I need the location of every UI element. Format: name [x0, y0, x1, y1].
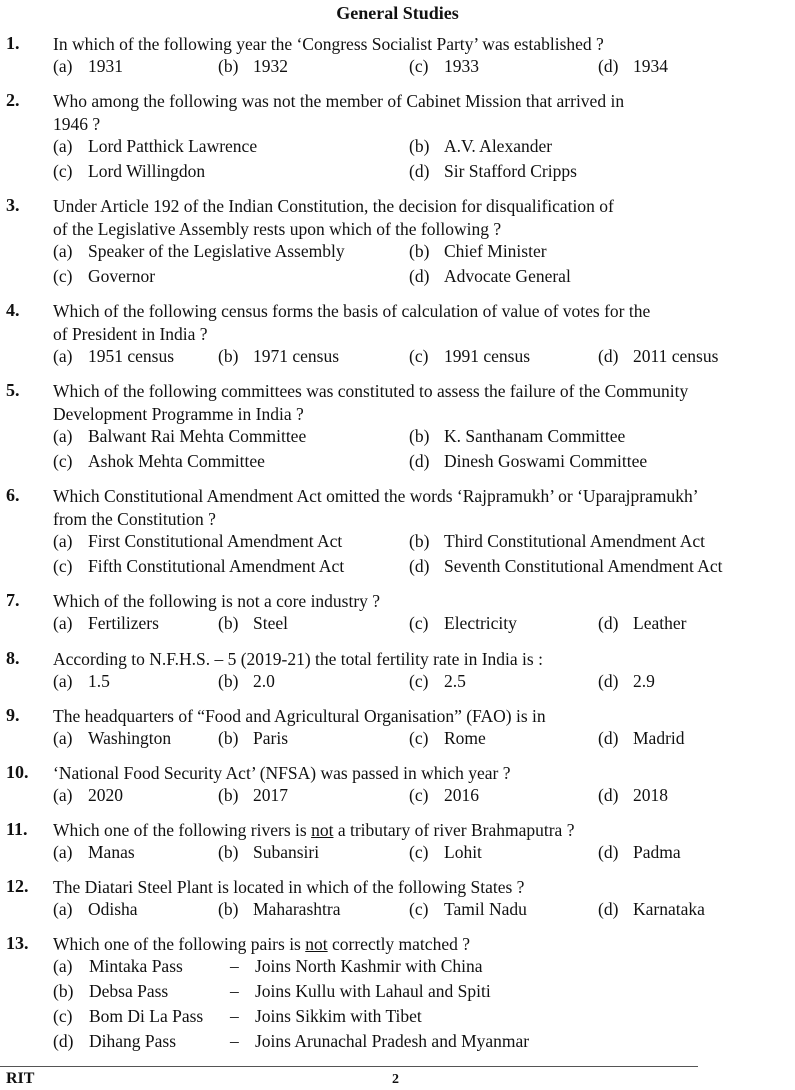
question-text: In which of the following year the ‘Congress Socialist Party’ was established ? [53, 34, 604, 54]
pass-name: Debsa Pass [89, 981, 169, 1001]
option-row [0, 785, 698, 810]
question [0, 933, 698, 1056]
option-label: (c) [53, 451, 73, 471]
question-number: 13. [6, 933, 29, 953]
answer-option[interactable] [218, 899, 340, 920]
answer-option[interactable] [598, 899, 705, 920]
option-row [0, 56, 698, 81]
answer-option[interactable] [409, 161, 577, 182]
answer-option[interactable] [409, 728, 486, 749]
question-number: 11. [6, 819, 28, 839]
question-number: 4. [6, 300, 20, 320]
section-title: General Studies [336, 3, 459, 23]
question-number: 7. [6, 590, 20, 610]
option-label: (b) [218, 56, 239, 76]
option-label: (a) [53, 56, 73, 76]
option-text: 2.9 [633, 671, 655, 691]
question [0, 300, 719, 371]
answer-option[interactable] [598, 728, 685, 749]
option-label: (d) [598, 728, 619, 748]
question-text [53, 819, 698, 842]
answer-option[interactable] [598, 613, 686, 634]
answer-option[interactable] [53, 531, 342, 552]
answer-option[interactable] [409, 241, 547, 262]
question-text-part: Which one of the following rivers is [53, 820, 312, 840]
question [0, 590, 698, 638]
question [0, 195, 698, 291]
question-text: According to N.F.H.S. – 5 (2019-21) the total fertility rate in India is : [53, 649, 543, 669]
option-text: Maharashtra [253, 899, 341, 919]
question-text [53, 933, 698, 956]
option-label: (d) [598, 346, 619, 366]
answer-option[interactable] [598, 671, 655, 692]
option-text: Seventh Constitutional Amendment Act [444, 556, 723, 576]
dash-separator: – [230, 1031, 239, 1051]
page-number: 2 [392, 1072, 399, 1087]
option-label: (b) [409, 531, 430, 551]
option-label: (d) [598, 842, 619, 862]
question-text: 1946 ? [53, 114, 101, 134]
option-text: First Constitutional Amendment Act [88, 531, 343, 551]
answer-option[interactable] [218, 56, 288, 77]
answer-option[interactable] [409, 899, 527, 920]
answer-option[interactable] [53, 161, 205, 182]
option-label: (c) [409, 613, 429, 633]
option-text: Padma [633, 842, 681, 862]
answer-option[interactable] [53, 899, 138, 920]
question-text: ‘National Food Security Act’ (NFSA) was passed in which year ? [53, 763, 511, 783]
question-text: The Diatari Steel Plant is located in which of the following States ? [53, 877, 525, 897]
option-text: 2017 [253, 785, 288, 805]
answer-option[interactable] [409, 426, 625, 447]
question [0, 380, 698, 476]
option-label: (a) [53, 426, 73, 446]
answer-option[interactable] [53, 266, 155, 287]
answer-option[interactable] [218, 613, 288, 634]
option-text: Manas [88, 842, 135, 862]
option-text: 1931 [88, 56, 123, 76]
option-label: (a) [53, 531, 73, 551]
option-text: 2018 [633, 785, 668, 805]
question [0, 33, 698, 81]
dash-separator: – [230, 956, 239, 976]
answer-option[interactable] [409, 346, 530, 367]
option-text: 2011 census [633, 346, 719, 366]
option-label: (b) [218, 899, 239, 919]
question-number: 10. [6, 762, 29, 782]
question-text: The headquarters of “Food and Agricultural Organisation” (FAO) is in [53, 706, 546, 726]
option-text: Rome [444, 728, 486, 748]
option-label: (c) [409, 671, 429, 691]
pass-description: Joins Sikkim with Tibet [255, 1006, 422, 1026]
answer-option[interactable] [53, 613, 159, 634]
option-text: Tamil Nadu [444, 899, 527, 919]
option-text: A.V. Alexander [444, 136, 553, 156]
option-text: Paris [253, 728, 288, 748]
pass-description: Joins North Kashmir with China [255, 956, 483, 976]
answer-option[interactable] [409, 136, 552, 157]
pass-name: Mintaka Pass [89, 956, 183, 976]
option-row [0, 136, 698, 161]
question-text: from the Constitution ? [53, 509, 216, 529]
pair-option[interactable] [0, 956, 698, 981]
answer-option[interactable] [218, 671, 275, 692]
answer-option[interactable] [53, 842, 135, 863]
option-row [0, 451, 698, 476]
option-label: (a) [53, 613, 73, 633]
option-label: (b) [409, 136, 430, 156]
answer-option[interactable] [598, 842, 681, 863]
option-text: Dinesh Goswami Committee [444, 451, 648, 471]
option-label: (c) [53, 161, 73, 181]
option-text: Electricity [444, 613, 517, 633]
option-label: (c) [409, 728, 429, 748]
option-label: (d) [409, 266, 430, 286]
answer-option[interactable] [53, 451, 265, 472]
question-number: 1. [6, 33, 20, 53]
question-text: Which of the following is not a core industry ? [53, 591, 381, 611]
question-text-part: a tributary of river Brahmaputra ? [333, 820, 575, 840]
question-text: of the Legislative Assembly rests upon which of the following ? [53, 219, 502, 239]
question-text: Who among the following was not the member of Cabinet Mission that arrived in [53, 91, 625, 111]
option-text: 2020 [88, 785, 123, 805]
question-text: Which Constitutional Amendment Act omitted the words ‘Rajpramukh’ or ‘Uparajpramukh’ [53, 486, 699, 506]
option-text: Governor [88, 266, 156, 286]
option-text: K. Santhanam Committee [444, 426, 626, 446]
pair-option[interactable] [0, 1031, 698, 1056]
option-label: (d) [598, 785, 619, 805]
option-text: Subansiri [253, 842, 320, 862]
option-label: (c) [409, 842, 429, 862]
option-label: (a) [53, 785, 73, 805]
option-label: (d) [598, 613, 619, 633]
answer-option[interactable] [598, 346, 718, 367]
question [0, 485, 723, 581]
answer-option[interactable] [409, 613, 517, 634]
question [0, 762, 698, 810]
option-label: (c) [53, 556, 73, 576]
answer-option[interactable] [218, 842, 319, 863]
option-text: 1933 [444, 56, 479, 76]
option-label: (c) [409, 56, 429, 76]
option-text: Karnataka [633, 899, 705, 919]
option-text: 2016 [444, 785, 479, 805]
question-number: 12. [6, 876, 29, 896]
option-row [0, 161, 698, 186]
pass-description: Joins Arunachal Pradesh and Myanmar [255, 1031, 530, 1051]
question-text: Development Programme in India ? [53, 404, 304, 424]
footer-code: RIT [6, 1070, 35, 1087]
answer-option[interactable] [218, 728, 288, 749]
option-text: 2.5 [444, 671, 466, 691]
option-text: 1.5 [88, 671, 110, 691]
option-label: (a) [53, 956, 73, 976]
question-text-part: Which one of the following pairs is [53, 934, 306, 954]
question-number: 5. [6, 380, 20, 400]
question-text: Which of the following census forms the basis of calculation of value of votes for the [53, 301, 651, 321]
option-row [0, 671, 698, 696]
option-text: Fertilizers [88, 613, 159, 633]
option-text: Sir Stafford Cripps [444, 161, 577, 181]
answer-option[interactable] [53, 136, 257, 157]
option-label: (d) [598, 56, 619, 76]
option-text: Chief Minister [444, 241, 547, 261]
option-label: (b) [218, 671, 239, 691]
option-text: Speaker of the Legislative Assembly [88, 241, 345, 261]
option-text: Lohit [444, 842, 482, 862]
option-row [0, 728, 698, 753]
answer-option[interactable] [218, 346, 339, 367]
option-text: Balwant Rai Mehta Committee [88, 426, 307, 446]
pair-option[interactable] [0, 1006, 698, 1031]
answer-option[interactable] [53, 556, 344, 577]
option-text: Steel [253, 613, 288, 633]
answer-option[interactable] [53, 785, 123, 806]
answer-option[interactable] [409, 556, 723, 577]
option-row [0, 266, 698, 291]
question-number: 9. [6, 705, 20, 725]
pass-description: Joins Kullu with Lahaul and Spiti [255, 981, 491, 1001]
option-label: (a) [53, 241, 73, 261]
answer-option[interactable] [53, 426, 306, 447]
answer-option[interactable] [409, 842, 482, 863]
option-text: 1934 [633, 56, 668, 76]
answer-option[interactable] [53, 56, 123, 77]
option-text: Third Constitutional Amendment Act [444, 531, 706, 551]
option-label: (a) [53, 346, 73, 366]
answer-option[interactable] [409, 56, 479, 77]
pass-name: Dihang Pass [89, 1031, 177, 1051]
option-label: (d) [409, 161, 430, 181]
dash-separator: – [230, 981, 239, 1001]
answer-option[interactable] [53, 671, 110, 692]
answer-option[interactable] [53, 241, 345, 262]
option-label: (c) [409, 899, 429, 919]
option-text: 1991 census [444, 346, 531, 366]
option-label: (a) [53, 899, 73, 919]
question-number: 8. [6, 648, 20, 668]
option-label: (d) [53, 1031, 74, 1051]
option-label: (d) [598, 899, 619, 919]
option-label: (b) [218, 728, 239, 748]
option-text: 2.0 [253, 671, 275, 691]
option-row [0, 899, 705, 924]
option-row [0, 842, 698, 867]
question-text: of President in India ? [53, 324, 208, 344]
option-label: (b) [218, 346, 239, 366]
answer-option[interactable] [409, 785, 479, 806]
question [0, 819, 698, 867]
question-text: Which of the following committees was constituted to assess the failure of the Community [53, 381, 689, 401]
answer-option[interactable] [218, 785, 288, 806]
option-row [0, 556, 723, 581]
option-row [0, 346, 719, 371]
option-text: Advocate General [444, 266, 571, 286]
question-number: 3. [6, 195, 20, 215]
option-text: Leather [633, 613, 687, 633]
question [0, 648, 698, 696]
option-text: Washington [88, 728, 172, 748]
emphasis-word: not [311, 820, 334, 840]
answer-option[interactable] [53, 346, 174, 367]
dash-separator: – [230, 1006, 239, 1026]
question [0, 705, 698, 753]
footer-divider [0, 1066, 698, 1067]
answer-option[interactable] [409, 451, 647, 472]
option-label: (b) [409, 241, 430, 261]
emphasis-word: not [305, 934, 328, 954]
option-text: Madrid [633, 728, 685, 748]
option-label: (a) [53, 728, 73, 748]
question-text-part: correctly matched ? [327, 934, 470, 954]
option-label: (b) [409, 426, 430, 446]
question [0, 876, 705, 924]
option-text: Lord Willingdon [88, 161, 206, 181]
option-text: Fifth Constitutional Amendment Act [88, 556, 345, 576]
answer-option[interactable] [598, 56, 668, 77]
option-label: (d) [409, 451, 430, 471]
option-text: Ashok Mehta Committee [88, 451, 265, 471]
answer-option[interactable] [53, 728, 171, 749]
option-row [0, 241, 698, 266]
option-row [0, 613, 698, 638]
answer-option[interactable] [598, 785, 668, 806]
answer-option[interactable] [409, 671, 466, 692]
option-text: Lord Patthick Lawrence [88, 136, 258, 156]
answer-option[interactable] [409, 266, 571, 287]
option-label: (b) [218, 613, 239, 633]
option-label: (d) [598, 671, 619, 691]
option-row [0, 531, 706, 556]
option-label: (b) [218, 842, 239, 862]
option-label: (c) [409, 785, 429, 805]
option-label: (b) [218, 785, 239, 805]
option-text: 1951 census [88, 346, 175, 366]
option-text: Odisha [88, 899, 138, 919]
option-label: (c) [409, 346, 429, 366]
option-label: (a) [53, 136, 73, 156]
option-row [0, 426, 698, 451]
option-text: 1971 census [253, 346, 340, 366]
pair-option[interactable] [0, 981, 698, 1006]
question-number: 2. [6, 90, 20, 110]
question-text: Under Article 192 of the Indian Constitution, the decision for disqualification of [53, 196, 614, 216]
pass-name: Bom Di La Pass [89, 1006, 204, 1026]
answer-option[interactable] [409, 531, 705, 552]
option-label: (c) [53, 266, 73, 286]
option-label: (a) [53, 842, 73, 862]
option-text: 1932 [253, 56, 288, 76]
option-label: (d) [409, 556, 430, 576]
question [0, 90, 698, 186]
option-label: (b) [53, 981, 74, 1001]
option-label: (c) [53, 1006, 73, 1026]
question-number: 6. [6, 485, 20, 505]
option-label: (a) [53, 671, 73, 691]
